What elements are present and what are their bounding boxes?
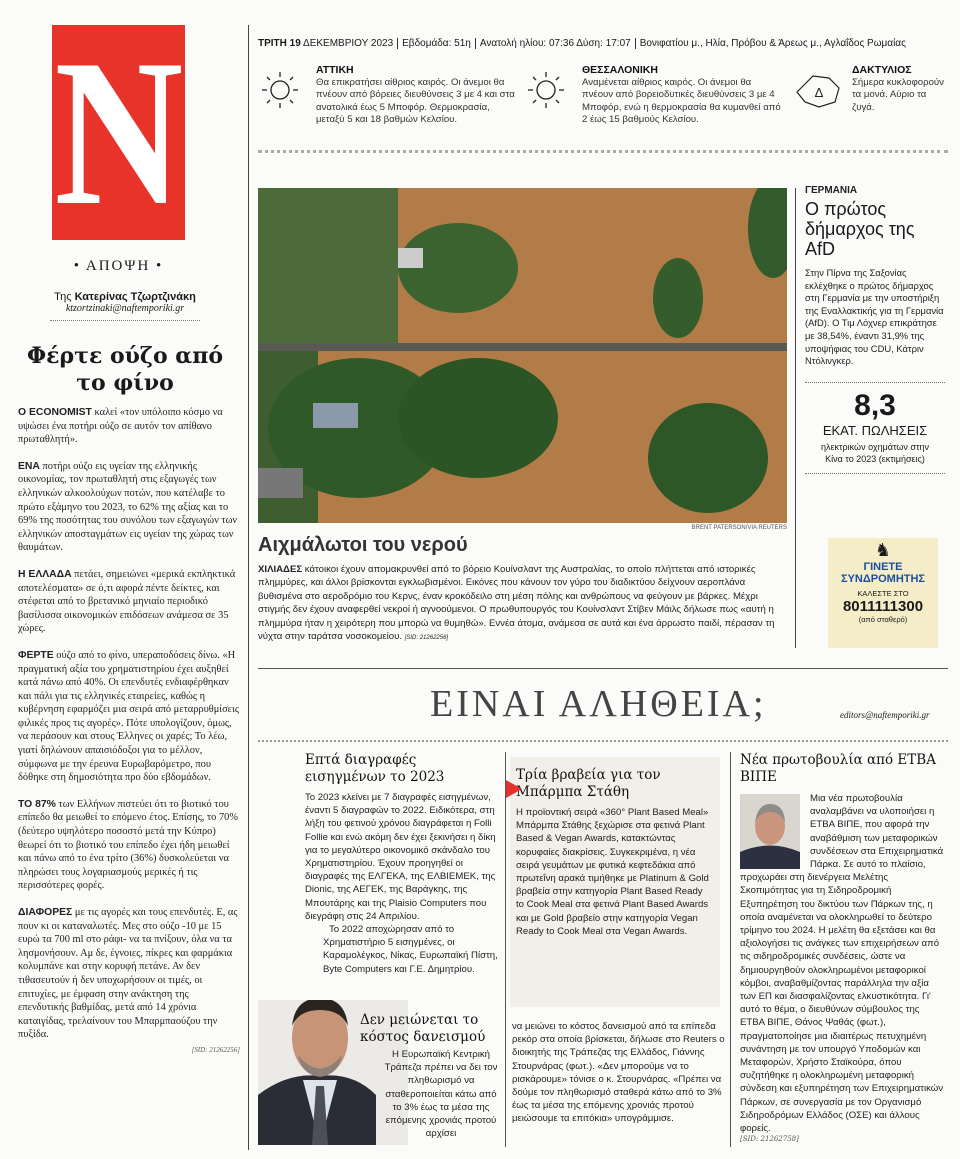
column-divider	[795, 188, 796, 648]
story-id: [SID: 21262758]	[740, 1135, 799, 1144]
editors-email[interactable]: editors@naftemporiki.gr	[840, 710, 930, 720]
pointer-icon	[506, 780, 522, 798]
paragraph: ΤΟ 87% των Ελλήνων πιστεύει ότι το βιοτικό του επίπεδο θα μειωθεί το επόμενο έτος. Επίσης, το 70% (δεύτερο υψηλότερο ποσοστό μετά την Κύπρο) θεωρεί ότι το βιοτικό του επίπεδο έχει ήδη μειωθεί και πάνω από το ένα τρίτο (36%) δυσκολεύεται να πληρώσει τους λογαριασμούς μερικές ή τις περισσότερες φορές.	[18, 798, 239, 892]
column-divider	[248, 25, 249, 1150]
section-label-opinion: • ΑΠΟΨΗ •	[73, 258, 164, 274]
article-borrowing-cost-continued: να μειώνει το κόστος δανεισμού από τα επίπεδα ρεκόρ στα οποία βρίσκεται, δήλωσε στο Reuters ο διοικητής της Τράπεζας της Ελλάδος, Γιάννης Στουρνάρας (φωτ.). «Δεν μπορούμε να το ρισκάρουμε» τόνισε ο κ. Στουρνάρας. «Πρέπει να δούμε τον πληθωρισμό σταθερά κάτω από το 3% έως τα μέσα της επόμενης χρονιάς προτού μειώσουμε τα επιτόκια» υπογράμμισε.	[512, 1021, 725, 1125]
feature-body: ΧΙΛΙΑΔΕΣ κάτοικοι έχουν απομακρυνθεί από το βόρειο Κουίνσλαντ της Αυστραλίας, το οποίο πλήττεται από ιστορικές πλημμύρες, και άλλοι βρίσκονται εγκλωβισμένοι. Εικόνες που κάνουν τον γύρο του διαδικτύου δείχνουν αεροπλάνα βυθισμένα στο αεροδρόμιο του Κερνς, έναν κροκόδειλο στη μέση πόλης και ανθρώπους να φεύγουν με βάρκες. Μέχρι στιγμής δεν έχουν αναφερθεί νεκροί ή αγνοούμενοι. Ο πρωθυπουργός του Κουίνσλαντ Στίβεν Μάιλς δήλωσε πως «αυτή η πλημμύρα ήταν η χειρότερη που μπορώ να θυμηθώ». Εννέα άτομα, ανάμεσα σε αυτά και ένα άρρωστο παιδί, πέρασαν τη νύχτα στην ταράτσα νοσοκομείου. [SID: 21262256]	[258, 564, 775, 643]
stat-desc: ηλεκτρικών οχημάτων στην Κίνα το 2023 (εκτιμήσεις)	[820, 441, 930, 464]
date-bar: ΤΡΙΤΗ 19 ΔΕΚΕΜΒΡΙΟΥ 2023 Εβδομάδα: 51η Ανατολή ηλίου: 07:36 Δύση: 17:07 Βονιφατίου μ., Ηλία, Πρόβου & Άρεως μ., Αγλαΐδος Ρωμαίας	[258, 38, 906, 49]
paragraph: ΔΙΑΦΟΡΕΣ με τις αγορές και τους επενδυτές. Ε, ας πουν κι οι καταναλωτές. Μες στο ούζο -10 με 15 ευρώ τα 700 ml στο ράφι- να τα πνίξουν, όλα να τα λησμονήσουν. Αμ δε, έγνοιες, πίκρες και φαρμάκια κολυμπάνε και στην κορυφή πετάνε. Αν δεν τιθασευτούν ή δεν υποχωρήσουν οι τιμές, οι επιτυχίες, με έμφαση στην ανάκτηση της επενδυτικής βαθμίδας, μετά από 14 χρόνια καταιγίδας, τρελαίνουν του Μπαρμπαούζου την πυξίδα.	[18, 907, 238, 1041]
stat-value: 8,3	[854, 388, 896, 422]
divider	[258, 150, 948, 154]
svg-text:Δ: Δ	[814, 85, 824, 100]
sidebar-germany: ΓΕΡΜΑΝΙΑ Ο πρώτος δήμαρχος της AfD Στην Πίρνα της Σαξονίας εκλέχθηκε ο πρώτος δήμαρχος στη Γερμανία με την υποστήριξη της Εναλλακτικής για τη Γερμανία (AfD). Ο Τιμ Λόχνερ επικράτησε με 38,54%, έναντι 31,9% της υποψήφιας του CDU, Κάτριν Ντόλινγκερ. 8,3 ΕΚΑΤ. ΠΩΛΗΣΕΙΣ ηλεκτρικών οχημάτων στην Κίνα το 2023 (εκτιμήσεις)	[805, 185, 945, 482]
divider	[258, 740, 948, 742]
weather-thessaloniki: ΘΕΣΣΑΛΟΝΙΚΗ Αναμένεται αίθριος καιρός. Οι άνεμοι θα πνέουν από βορειοδυτικές διευθύνσεις 3 με 4 Μποφόρ, ενώ η θερμοκρασία θα κυμανθεί από 2 έως 15 βαθμούς Κελσίου.	[582, 64, 781, 125]
divider	[805, 473, 945, 474]
paragraph: ΦΕΡΤΕ ούζο από το φίνο, υπεραποδόσεις δίνω. «Η πραγματική αξία του χρηματιστηρίου έχει αυξηθεί κατά πάνω από 40%. Οι επενδυτές ενδιαφέρθηκαν και πάλι για τις ελληνικές εταιρείες, καθώς η κυβέρνηση εφαρμόζει μια σειρά από μεταρρυθμίσεις φιλικές προς τις αγορές». Πότε υπολογίζουν, όμως, να περάσουν και στους Έλληνες οι χαρές; Το λέω, γιατί δηλώνουν απαισιόδοξοι για το μέλλον, σύμφωνα με την έρευνα Ευρωβαρόμετρο, που δόθηκε στη δημοσιότητα προ δύο εβδομάδων.	[18, 649, 239, 784]
stat-label: ΕΚΑΤ. ΠΩΛΗΣΕΙΣ	[822, 422, 928, 438]
opinion-title: Φέρτε ούζο από το φίνο	[26, 343, 223, 396]
article-delistings: Επτά διαγραφές εισηγμένων το 2023 Το 2023 κλείνει με 7 διαγραφές εισηγμένων, έναντι 5 διαγραφών το 2022. Ειδικότερα, στη λήξη του φετινού χρόνου διαγράφεται η Folli Follie και ενώ ακόμη δεν έχει ξεκινήσει η δίκη για το μεγαλύτερο οικονομικό σκάνδαλο του Χρηματιστηρίου. Έχουν προηγηθεί οι διαγραφές της ΕΛΓΕΚΑ, της ΕΛΒΙΕΜΕΚ, της Dionic, της ΑΕΓΕΚ, της Βαράγκης, της Μπουτάρης και της Plaisio Computers που διεγράφη στις 24 Απριλίου. Το 2022 αποχώρησαν από το Χρηματιστήριο 5 εισηγμένες, οι Καραμολέγκος, Νίκας, Ευρωπαϊκή Πίστη, Byte Computers και Γ.Ε. Δημητρίου.	[305, 752, 498, 975]
article-etva: Νέα πρωτοβουλία από ΕΤΒΑ ΒΙΠΕ Μια νέα πρωτοβουλία αναλαμβάνει να υλοποιήσει η ΕΤΒΑ ΒΙΠΕ, που αφορά την αναβάθμιση των μεταφορικών συνδέσεων στα Επιχειρηματικά Πάρκα. Σε αυτό το πλαίσιο, προχωράει στη διενέργεια Μελέτης Σκοπιμότητας για τη Σιδηροδρομική Εξυπηρέτηση του δικτύου των Πάρκων της, η οποία αναμένεται να ολοκληρωθεί το δεύτερο τρίμηνο του 2024. Η μελέτη θα εξετάσει και θα αξιολογήσει τις ανάγκες των επιχειρήσεων από τις σιδηροδρομικές συνδέσεις, ώστε να δημιουργηθούν ολοκληρωμένοι μεταφορικοί κόμβοι, αναβαθμίζοντας παράλληλα την αξία των ΕΠ και διασφαλίζοντας ελκυστικότητα. Γι' αυτό το θέμα, ο διευθύνων σύμβουλος της ΕΤΒΑ ΒΙΠΕ, Θάνος Ψαθάς (φωτ.), πραγματοποίησε μια ιδιαιτέρως πετυχημένη συνάντηση με τον υπουργό Υποδομών και Μεταφορών, Χρήστο Σταϊκούρα, όπου συζητήθηκε η ολοκληρωμένη μεταφορική σύνδεση και εξυπηρέτηση των Επιχειρηματικών Πάρκων, σε συνεργασία με τον Οργανισμό Σιδηροδρόμων Ελλάδος (ΟΣΕ) και άλλους φορείς. [SID: 21262758]	[740, 752, 944, 1144]
paragraph: Ο ECONOMIST καλεί «τον υπόλοιπο κόσμο να υψώσει ένα ποτήρι ούζο σε αυτόν τον απίθανο πρωταθλητή».	[18, 407, 223, 446]
subscribe-phone[interactable]: 8011111300	[842, 598, 924, 615]
sun-icon	[526, 70, 566, 110]
newspaper-logo: N	[52, 25, 185, 240]
traffic-ring-icon	[795, 72, 843, 110]
author-name: Κατερίνας Τζωρτζινάκη	[74, 291, 196, 303]
story-id: [SID: 21262256]	[191, 1045, 240, 1054]
psathas-photo	[740, 794, 800, 869]
divider	[805, 382, 945, 383]
reader-icon: ♞	[874, 540, 892, 560]
sun-icon	[260, 70, 300, 110]
paragraph: Η ΕΛΛΑΔΑ πετάει, σημειώνει «μερικά εκπληκτικά αποτελέσματα» σε ό,τι αφορά πέντε δείκτες, και στέφεται από το βρετανικό μηνιαίο περιοδικό βασίλισσα οικονομικών επιδόσεων ανάμεσα σε 35 χώρες.	[18, 568, 236, 635]
article-awards: Τρία βραβεία για τον Μπάρμπα Στάθη Η προϊοντική σειρά «360° Plant Based Meal» Μπάρμπα Στάθης ξεχώρισε στα φετινά Plant Based & Vegan Awards, κατακτώντας κορυφαίες διακρίσεις. Συγκεκριμένα, η νέα σειρά γευμάτων με φυτικά κεφτεδάκια από πρωτεΐνη αρακά τιμήθηκε με Platinum & Gold βραβεία στην κατηγορία Plant Based Ready to Cook Meal στα φετινά Plant Based Awards και με Gold βραβείο στην κατηγορία Vegan Ready to Cook Meal στα Vegan Awards.	[510, 757, 720, 1007]
byline: Της Κατερίνας Τζωρτζινάκη ktzortzinaki@naftemporiki.gr	[10, 291, 240, 321]
opinion-body	[18, 406, 240, 1058]
traffic-ring: ΔΑΚΤΥΛΙΟΣ Σήμερα κυκλοφορούν τα μονά. Αύριο τα ζυγά.	[852, 64, 944, 113]
paragraph: ΕΝΑ ποτήρι ούζο εις υγείαν της ελληνικής οικονομίας, τον πρωταθλητή στις εξαγωγές των ελληνικών αλκοολούχων ποτών, που κατέλαβε το πρώτο εξάμηνο του 2023, το 62% της αξίας και το 69% της ποσότητας του συνόλου των εξαγωγών των ελληνικών αποσταγμάτων εις υγείαν της χώρας των θαυμάτων.	[18, 460, 238, 554]
author-email[interactable]: ktzortzinaki@naftemporiki.gr	[65, 303, 185, 314]
story-id: [SID: 21262256]	[404, 635, 449, 642]
divider	[50, 320, 200, 321]
flood-photo	[258, 188, 787, 523]
sidebar-title: Ο πρώτος δήμαρχος της AfD	[805, 199, 915, 259]
section-title: ΕΙΝΑΙ ΑΛΗΘΕΙΑ;	[430, 683, 767, 725]
feature-title: Αιχμάλωτοι του νερού	[258, 534, 468, 556]
divider	[258, 668, 948, 669]
column-divider	[505, 752, 506, 1147]
article-borrowing-cost: Δεν μειώνεται το κόστος δανεισμού Η Ευρωπαϊκή Κεντρική Τράπεζα πρέπει να δει τον πληθωρισμό να σταθεροποιείται κάτω από το 3% έως τα μέσα της επόμενης χρονιάς προτού αρχίσει	[360, 1012, 498, 1140]
weather-attica: ΑΤΤΙΚΗ Θα επικρατήσει αίθριος καιρός. Οι άνεμοι θα πνέουν από βόρειες διευθύνσεις 3 με 4 και στα ανατολικά έως 5 Μποφόρ. Θερμοκρασία, μεταξύ 5 και 18 βαθμών Κελσίου.	[316, 64, 515, 125]
subscribe-box[interactable]: ♞ ΓΙΝΕΤΕ ΣΥΝΔΡΟΜΗΤΗΣ ΚΑΛΕΣΤΕ ΣΤΟ 8011111300 (από σταθερό)	[828, 538, 938, 648]
photo-credit: BRENT PATERSON/VIA REUTERS	[691, 525, 787, 531]
column-divider	[730, 752, 731, 1147]
